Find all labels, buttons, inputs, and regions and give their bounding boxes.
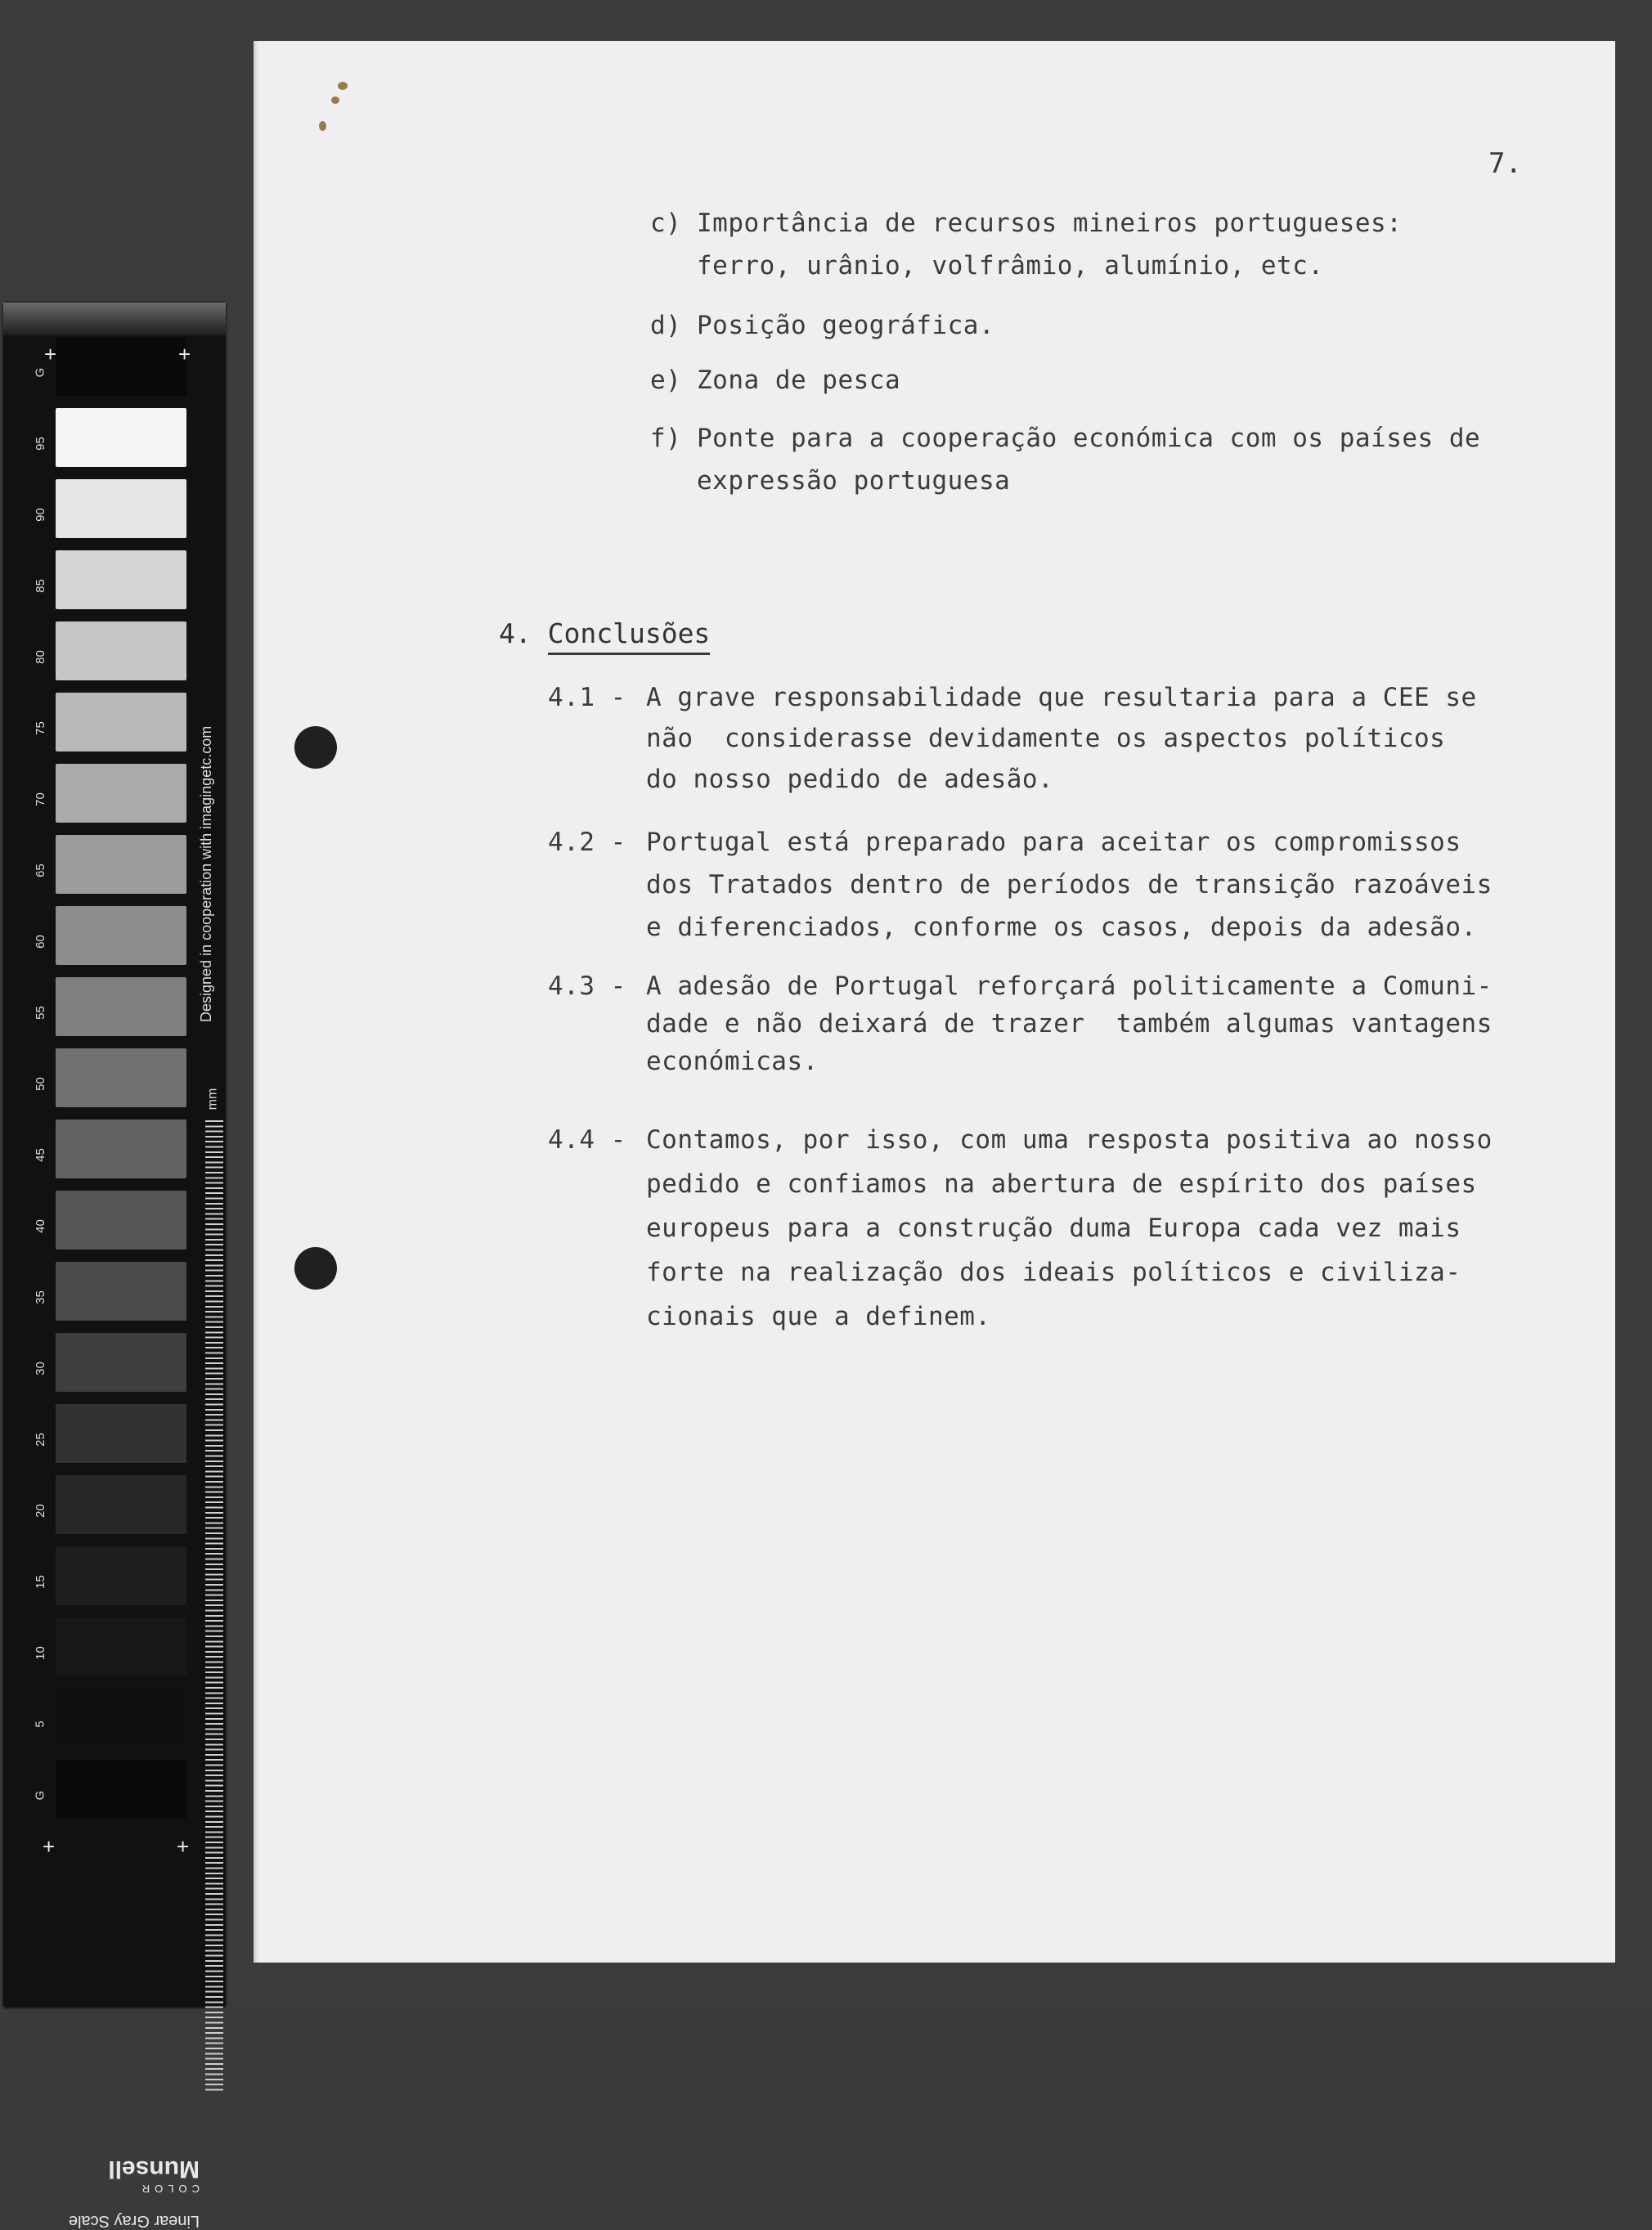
gray-value-label: 60 xyxy=(33,935,47,949)
list-item-marker: d) xyxy=(650,311,682,340)
gray-swatch xyxy=(56,1048,186,1107)
crosshair-mark: + xyxy=(177,1834,190,1859)
gray-swatch xyxy=(56,1191,186,1250)
gray-value-label: 90 xyxy=(33,508,47,522)
gray-value-label: 65 xyxy=(33,864,47,877)
gray-swatch xyxy=(56,337,186,396)
list-item-text: Zona de pesca xyxy=(697,366,901,395)
gray-swatch xyxy=(56,1475,186,1534)
list-item-marker: e) xyxy=(650,366,682,395)
section-heading xyxy=(499,617,710,649)
gray-value-label: 10 xyxy=(33,1646,47,1660)
gray-scale-value-labels xyxy=(28,337,52,1831)
gray-value-label: 80 xyxy=(33,650,47,664)
gray-swatch xyxy=(56,1760,186,1819)
gray-value-label: 30 xyxy=(33,1362,47,1375)
crosshair-mark: + xyxy=(44,342,57,366)
conclusion-text: A grave responsabilidade que resultaria para a CEE se xyxy=(646,683,1477,712)
gray-swatch xyxy=(56,1404,186,1463)
conclusion-text: pedido e confiamos na abertura de espírito dos países xyxy=(646,1169,1477,1199)
gray-swatch xyxy=(56,1618,186,1676)
list-item-text: expressão portuguesa xyxy=(697,466,1011,496)
gray-swatch xyxy=(56,693,186,752)
list-item-marker: f) xyxy=(650,424,682,453)
gray-scale-swatches xyxy=(56,337,186,1831)
gray-swatch xyxy=(56,977,186,1036)
gray-swatch xyxy=(56,479,186,538)
punch-hole xyxy=(294,1247,337,1290)
gray-value-label: 50 xyxy=(33,1077,47,1091)
card-brand-logo: Munsell xyxy=(108,2156,200,2183)
conclusion-text: do nosso pedido de adesão. xyxy=(646,765,1054,794)
conclusion-number: 4.4 - xyxy=(548,1125,626,1155)
list-item-text: Importância de recursos mineiros portugueses: xyxy=(697,209,1403,238)
card-credit-text: Designed in cooperation with imagingetc.com xyxy=(198,725,214,1022)
gray-swatch xyxy=(56,1119,186,1178)
conclusion-text: Contamos, por isso, com uma resposta positiva ao nosso xyxy=(646,1125,1493,1155)
gray-swatch xyxy=(56,764,186,823)
gray-swatch xyxy=(56,835,186,894)
conclusion-text: não considerasse devidamente os aspectos políticos xyxy=(646,724,1446,753)
gray-swatch xyxy=(56,1546,186,1605)
gray-swatch xyxy=(56,408,186,467)
millimeter-ruler xyxy=(205,1120,223,2093)
gray-value-label: 5 xyxy=(33,1721,47,1728)
conclusion-text: Portugal está preparado para aceitar os compromissos xyxy=(646,828,1461,857)
card-glare xyxy=(3,303,226,335)
gray-value-label: 70 xyxy=(33,792,47,806)
crosshair-mark: + xyxy=(43,1834,56,1859)
gray-swatch xyxy=(56,1689,186,1748)
conclusion-text: A adesão de Portugal reforçará politicamente a Comuni- xyxy=(646,971,1493,1001)
document-page xyxy=(254,41,1615,1963)
crosshair-mark: + xyxy=(178,342,191,366)
gray-swatch xyxy=(56,1333,186,1392)
gray-swatch xyxy=(56,906,186,965)
card-brand-block xyxy=(36,2155,200,2230)
list-item-text: ferro, urânio, volfrâmio, alumínio, etc. xyxy=(697,251,1324,280)
gray-value-label: 45 xyxy=(33,1148,47,1162)
conclusion-number: 4.3 - xyxy=(548,971,626,1001)
gray-swatch xyxy=(56,1262,186,1321)
gray-swatch xyxy=(56,621,186,680)
list-item-text: Ponte para a cooperação económica com os países de xyxy=(697,424,1481,453)
section-number: 4. xyxy=(499,617,532,649)
paper-stain xyxy=(319,121,326,131)
punch-hole xyxy=(294,726,337,769)
gray-value-label: 95 xyxy=(33,437,47,451)
gray-value-label: 20 xyxy=(33,1504,47,1518)
conclusion-text: cionais que a definem. xyxy=(646,1302,991,1331)
gray-value-label: 25 xyxy=(33,1433,47,1447)
gray-value-label: 85 xyxy=(33,579,47,593)
paper-stain xyxy=(338,82,348,90)
gray-value-label: 40 xyxy=(33,1219,47,1233)
conclusion-text: dos Tratados dentro de períodos de transição razoáveis xyxy=(646,870,1493,900)
conclusion-text: económicas. xyxy=(646,1047,819,1076)
conclusion-text: forte na realização dos ideais políticos e civiliza- xyxy=(646,1258,1461,1287)
gray-value-label: G xyxy=(33,1790,47,1801)
gray-scale-card xyxy=(3,303,226,2230)
conclusion-number: 4.1 - xyxy=(548,683,626,712)
conclusion-text: dade e não deixará de trazer também algumas vantagens xyxy=(646,1009,1493,1039)
conclusion-text: europeus para a construção duma Europa cada vez mais xyxy=(646,1214,1461,1243)
list-item-marker: c) xyxy=(650,209,682,238)
gray-value-label: 55 xyxy=(33,1006,47,1020)
card-brand-sub: COLOR xyxy=(137,2183,200,2195)
gray-value-label: 15 xyxy=(33,1575,47,1589)
gray-value-label: 35 xyxy=(33,1290,47,1304)
conclusion-text: e diferenciados, conforme os casos, depois da adesão. xyxy=(646,913,1477,942)
gray-value-label: 75 xyxy=(33,721,47,735)
ruler-unit-label: mm xyxy=(205,1088,220,1111)
paper-stain xyxy=(331,96,339,104)
card-scale-name: Linear Gray Scale xyxy=(68,2212,200,2230)
section-title: Conclusões xyxy=(548,617,711,655)
list-item-text: Posição geográfica. xyxy=(697,311,995,340)
gray-value-label: G xyxy=(33,367,47,378)
gray-swatch xyxy=(56,550,186,609)
page-number: 7. xyxy=(1488,147,1522,180)
conclusion-number: 4.2 - xyxy=(548,828,626,857)
